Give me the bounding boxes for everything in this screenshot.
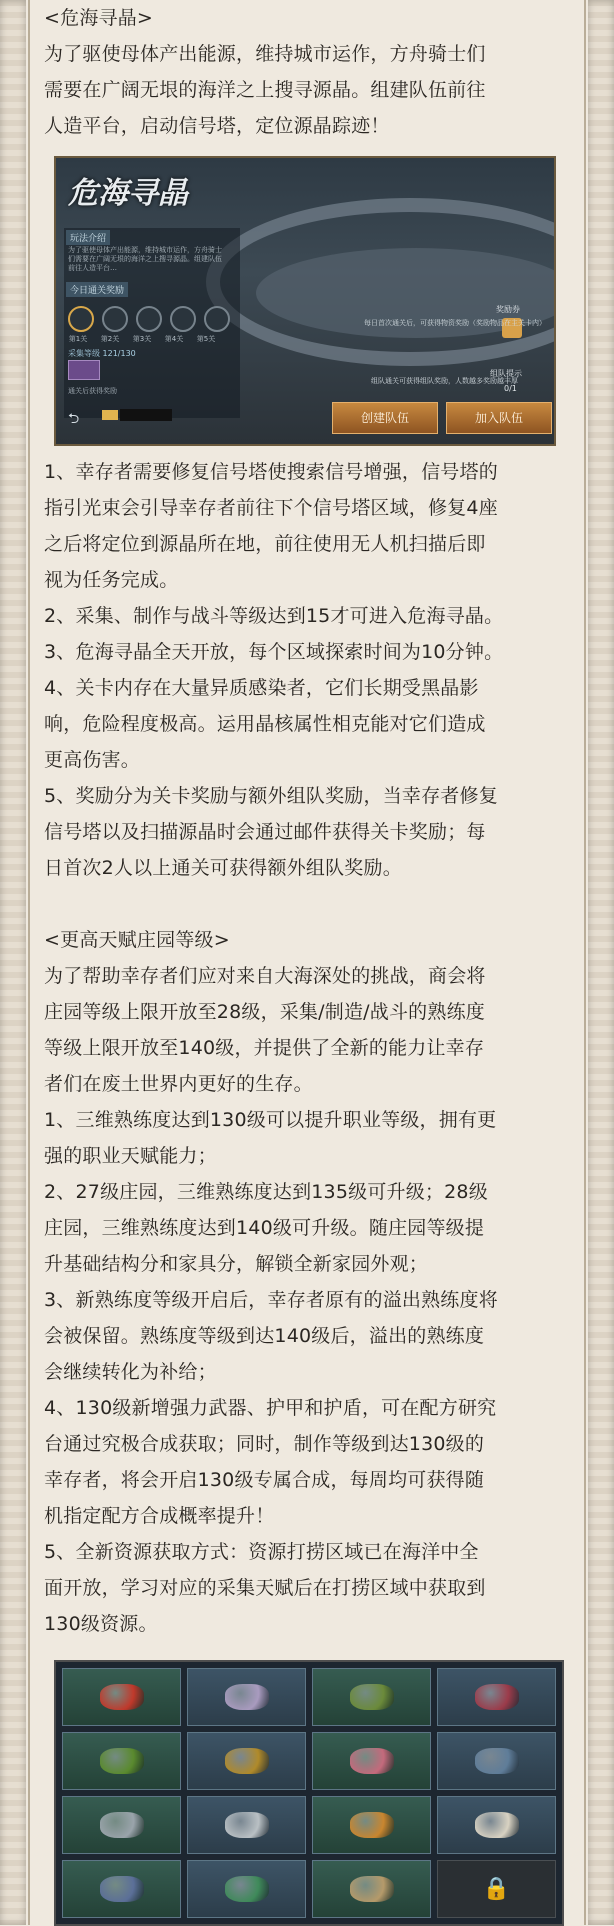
resource-slot[interactable]	[437, 1796, 556, 1854]
resource-slot[interactable]	[437, 1732, 556, 1790]
key-count-bar	[120, 409, 172, 421]
manor-line: 幸存者，将会开启130级专属合成，每周均可获得随	[44, 1469, 485, 1491]
intro-line: 人造平台，启动信号塔，定位源晶踪迹！	[44, 115, 390, 137]
green-seaweed-icon	[100, 1748, 144, 1774]
rule-line: 之后将定位到源晶所在地，前往使用无人机扫描后即	[44, 533, 486, 555]
manor-line: 5、全新资源获取方式：资源打捞区域已在海洋中全	[44, 1541, 479, 1563]
stage-label: 第3关	[132, 335, 152, 343]
manor-line: 会继续转化为补给；	[44, 1361, 217, 1383]
tag-gameplay-info: 玩法介绍	[66, 230, 110, 245]
rule-line: 信号塔以及扫描源晶时会通过邮件获得关卡奖励；每	[44, 821, 486, 843]
rule-line: 指引光束会引导幸存者前往下个信号塔区域，修复4座	[44, 497, 498, 519]
rule-line: 1、幸存者需要修复信号塔使搜索信号增强，信号塔的	[44, 461, 498, 483]
manor-line: 机指定配方合成概率提升！	[44, 1505, 275, 1527]
gameplay-description: 为了驱使母体产出能源，维持城市运作，方舟骑士们需要在广阔无垠的海洋之上搜寻源晶。组建队伍前往人造平台…	[68, 246, 222, 272]
circuit-board-icon	[225, 1876, 269, 1902]
team-count: 0/1	[504, 384, 517, 393]
resource-slot	[437, 1860, 556, 1918]
frame-left-line	[28, 0, 30, 1925]
lock-icon: 🔒	[482, 1876, 511, 1902]
manor-line: 庄园，三维熟练度达到140级可升级。随庄园等级提	[44, 1217, 485, 1239]
stage-label: 第2关	[100, 335, 120, 343]
section-title-manor-level: <更高天赋庄园等级>	[44, 929, 230, 951]
rule-line: 5、奖励分为关卡奖励与额外组队奖励，当幸存者修复	[44, 785, 498, 807]
thread-spool-icon	[475, 1812, 519, 1838]
pink-sea-cucumber-icon	[350, 1748, 394, 1774]
resource-slot[interactable]	[62, 1796, 181, 1854]
manor-line: 3、新熟练度等级开启后，幸存者原有的溢出熟练度将	[44, 1289, 498, 1311]
article-content	[44, 0, 570, 1926]
resource-slot[interactable]	[187, 1732, 306, 1790]
resource-slot[interactable]	[312, 1796, 431, 1854]
stage-dot[interactable]	[136, 306, 162, 332]
stage-dot[interactable]	[102, 306, 128, 332]
reward-item-icon[interactable]	[68, 360, 100, 380]
manor-line: 台通过究极合成获取；同时，制作等级到达130级的	[44, 1433, 485, 1455]
rule-line: 视为任务完成。	[44, 569, 179, 591]
rule-line: 4、关卡内存在大量异质感染者，它们长期受黑晶影	[44, 677, 479, 699]
stage-label: 第4关	[164, 335, 184, 343]
rule-line: 2、采集、制作与战斗等级达到15才可进入危海寻晶。	[44, 605, 504, 627]
section-title-danger-sea: <危海寻晶>	[44, 7, 154, 29]
stage-selector	[68, 306, 230, 332]
create-team-button[interactable]: 创建队伍	[332, 402, 438, 434]
resource-slot[interactable]	[187, 1668, 306, 1726]
game-logo: 危海寻晶	[68, 176, 188, 211]
purple-pearls-icon	[225, 1684, 269, 1710]
rule-line: 响，危险程度极高。运用晶核属性相克能对它们造成	[44, 713, 486, 735]
yellow-seaweed-icon	[225, 1748, 269, 1774]
resource-grid	[54, 1660, 564, 1926]
stage-dot[interactable]	[68, 306, 94, 332]
solar-panel-icon	[100, 1876, 144, 1902]
manor-line: 庄园等级上限开放至28级，采集/制造/战斗的熟练度	[44, 1001, 485, 1023]
manor-line: 4、130级新增强力武器、护甲和护盾，可在配方研究	[44, 1397, 497, 1419]
manor-line: 升基础结构分和家具分，解锁全新家园外观；	[44, 1253, 429, 1275]
intro-line: 需要在广阔无垠的海洋之上搜寻源晶。组建队伍前往	[44, 79, 486, 101]
ammonite-shell-icon	[350, 1876, 394, 1902]
stage-label: 第1关	[68, 335, 88, 343]
rule-line: 日首次2人以上通关可获得额外组队奖励。	[44, 857, 402, 879]
spacer	[44, 886, 570, 922]
manor-line: 为了帮助幸存者们应对来自大海深处的挑战，商会将	[44, 965, 486, 987]
manor-line: 面开放，学习对应的采集天赋后在打捞区域中获取到	[44, 1577, 486, 1599]
resource-slot[interactable]	[62, 1732, 181, 1790]
team-hint-label: 组队提示	[490, 369, 522, 378]
manor-line: 1、三维熟练度达到130级可以提升职业等级，拥有更	[44, 1109, 497, 1131]
stage-labels	[66, 334, 218, 344]
intro-line: 为了驱使母体产出能源，维持城市运作，方舟骑士们	[44, 43, 486, 65]
daily-clear-text: 每日首次通关后，可获得物资奖励（奖励物品在主关卡内）	[364, 319, 546, 327]
blue-eel-icon	[475, 1748, 519, 1774]
rule-line: 3、危海寻晶全天开放，每个区域探索时间为10分钟。	[44, 641, 504, 663]
resource-slot[interactable]	[437, 1668, 556, 1726]
resource-slot[interactable]	[62, 1668, 181, 1726]
red-coral-icon	[100, 1684, 144, 1710]
back-arrow-icon[interactable]: ⮌	[68, 411, 80, 427]
resource-slot[interactable]	[312, 1668, 431, 1726]
frame-left-border	[0, 0, 26, 1925]
rule-line: 更高伤害。	[44, 749, 141, 771]
manor-line: 等级上限开放至140级，并提供了全新的能力让幸存	[44, 1037, 485, 1059]
game-screenshot	[54, 156, 556, 446]
manor-line: 强的职业天赋能力；	[44, 1145, 217, 1167]
resource-slot[interactable]	[312, 1732, 431, 1790]
manor-line: 2、27级庄园，三维熟练度达到135级可升级；28级	[44, 1181, 488, 1203]
stage-label: 第5关	[196, 335, 216, 343]
orange-sponge-icon	[350, 1812, 394, 1838]
join-team-button[interactable]: 加入队伍	[446, 402, 552, 434]
key-icon	[102, 410, 118, 420]
stage-dot[interactable]	[204, 306, 230, 332]
frame-right-line	[584, 0, 586, 1925]
clear-reward-hint: 通关后获得奖励	[68, 387, 117, 395]
metal-roll-icon	[225, 1812, 269, 1838]
green-ore-icon	[350, 1684, 394, 1710]
resource-slot[interactable]	[312, 1860, 431, 1918]
metal-clamp-icon	[100, 1812, 144, 1838]
tag-daily-reward: 今日通关奖励	[66, 282, 128, 297]
gather-level-progress: 采集等级 121/130	[68, 349, 136, 358]
manor-line: 会被保留。熟练度等级到达140级后，溢出的熟练度	[44, 1325, 485, 1347]
resource-slot[interactable]	[187, 1860, 306, 1918]
frame-right-border	[588, 0, 614, 1925]
red-crystal-ore-icon	[475, 1684, 519, 1710]
stage-dot[interactable]	[170, 306, 196, 332]
team-reward-hint: 组队通关可获得组队奖励，人数越多奖励越丰厚	[371, 377, 518, 385]
resource-slot[interactable]	[62, 1860, 181, 1918]
manor-line: 130级资源。	[44, 1613, 158, 1635]
reward-ticket-label: 奖励券	[496, 305, 520, 314]
manor-line: 者们在废土世界内更好的生存。	[44, 1073, 313, 1095]
resource-slot[interactable]	[187, 1796, 306, 1854]
